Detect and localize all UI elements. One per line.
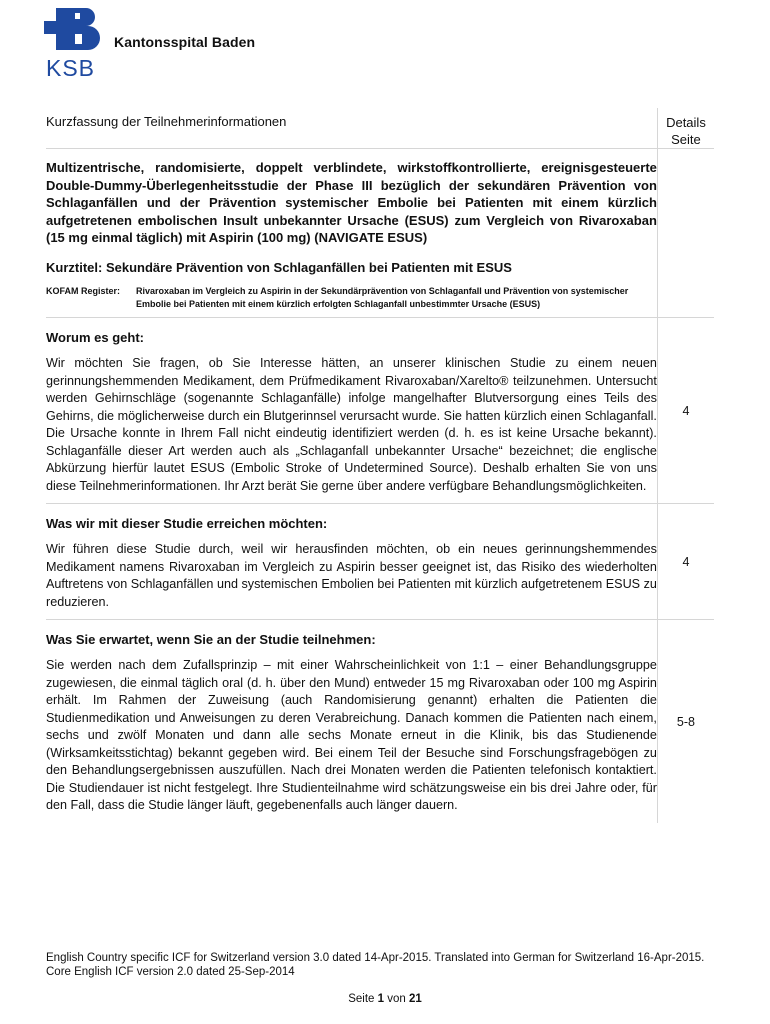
section-row [46,318,714,504]
summary-heading: Kurzfassung der Teilnehmerinformationen [46,114,287,129]
hospital-abbreviation: KSB [46,55,96,81]
section-row [46,504,714,620]
footer-core-version-line: Core English ICF version 2.0 dated 25-Sep-2014 [46,966,295,978]
page-prefix: Seite [348,993,375,1005]
page-number [0,993,770,1005]
details-heading-line1: Details [666,115,706,130]
section-heading: Was wir mit dieser Studie erreichen möchten: [46,516,328,532]
page-separator: von [387,993,406,1005]
section-heading: Was Sie erwartet, wenn Sie an der Studie teilnehmen: [46,632,376,648]
section-row [46,620,714,823]
hospital-name: Kantonsspital Baden [114,34,256,50]
kofam-text: Rivaroxaban im Vergleich zu Aspirin in der Sekundärprävention von Schlaganfall und Prävention von systemischer Embolie bei Patienten mit einem kürzlich erfolgten Schlaganfall unbestimmter Ursache (ESUS) [136,285,629,310]
study-title: Multizentrische, randomisierte, doppelt verblindete, wirkstoffkontrollierte, ereignisgesteuerte Double-Dummy-Überlegenheitsstudie der Phase III bezüglich der sekundären Prävention von Schlaganfällen und der Prävention systemischer Embolie bei Patienten mit einem kürzlich aufgetretenen embolischen Insult unbekannter Ursache (ESUS) zum Vergleich von Rivaroxaban (15 mg einmal täglich) mit Aspirin (100 mg) (NAVIGATE ESUS) [46,160,657,246]
section-text: Wir führen diese Studie durch, weil wir herausfinden möchten, ob ein neues gerinnungshemmendes Medikament namens Rivaroxaban im Vergleich zu Aspirin besser geeignet ist, das Risiko des wiederholten Auftretens von Schlaganfällen und systemischen Embolien bei Patienten mit kürzlich aufgetretenem ESUS zu reduzieren. [46,542,657,609]
table-header-row [46,108,714,149]
document-footer [46,951,714,979]
footer-version-line: English Country specific ICF for Switzerland version 3.0 dated 14-Apr-2015. Translated into German for Switzerland 16-Apr-2015. [46,952,705,964]
section-text: Sie werden nach dem Zufallsprinzip – mit einer Wahrscheinlichkeit von 1:1 – einer Behandlungsgruppe zugewiesen, die einmal täglich oral (d. h. über den Mund) entweder 15 mg Rivaroxaban oder 100 mg Aspirin erhält. Im Rahmen der Zuweisung (auch Randomisierung genannt) erhalten die Patienten die Studienmedikation und Anweisungen zu deren Verabreichung. Danach kommen die Patienten nach einem, sechs und zwölf Monaten und dann alle sechs Monate erneut in die Klinik, bis das Studienende (Wirksamkeitsstichtag) bekannt gegeben wird. Bei einem Teil der Besuche sind Forschungsfragebögen zu den Behandlungsergebnissen auszufüllen. Nach drei Monaten werden die Patienten telefonisch kontaktiert. Die Studiendauer ist nicht festgelegt. Ihre Studienteilnahme wird schätzungsweise ein bis drei Jahre oder, für den Fall, dass die Studie länger läuft, gegebenenfalls auch länger dauern. [46,658,657,813]
page-total: 21 [408,993,422,1005]
page-current: 1 [377,993,385,1005]
details-heading-line2: Seite [671,132,701,147]
section-page-ref: 5-8 [676,714,695,729]
section-heading: Worum es geht: [46,330,144,346]
kofam-register [46,285,657,311]
section-page-ref: 4 [682,403,690,418]
section-page-ref: 4 [682,554,690,569]
study-title-row [46,149,714,318]
details-page-heading [658,108,714,148]
kofam-label: KOFAM Register: [46,285,121,296]
section-text: Wir möchten Sie fragen, ob Sie Interesse hätten, an unserer klinischen Studie zu einem neuen gerinnungshemmenden Medikament, dem Prüfmedikament Rivaroxaban/Xarelto® teilzunehmen. Untersucht werden Gehirnschläge (sogenannte Schlaganfälle) infolge mangelhafter Blutversorgung eines Teils des Gehirns, die möglicherweise durch ein Blutgerinnsel verursacht wurde. Sie hatten kürzlich einen Schlaganfall. Die Ursache konnte in Ihrem Fall nicht eindeutig identifiziert werden (d. h. es ist keine Ursache bekannt). Schlaganfälle dieser Art werden auch als „Schlaganfall unbekannter Ursache“ bezeichnet; die englische Abkürzung hierfür lautet ESUS (Embolic Stroke of Undetermined Source). Deshalb erhalten Sie von uns diese Teilnehmerinformationen. Ihr Arzt berät Sie gerne über andere verfügbare Behandlungsmöglichkeiten. [46,356,657,493]
summary-table [46,108,714,823]
short-title: Kurztitel: Sekundäre Prävention von Schlaganfällen bei Patienten mit ESUS [46,259,512,275]
